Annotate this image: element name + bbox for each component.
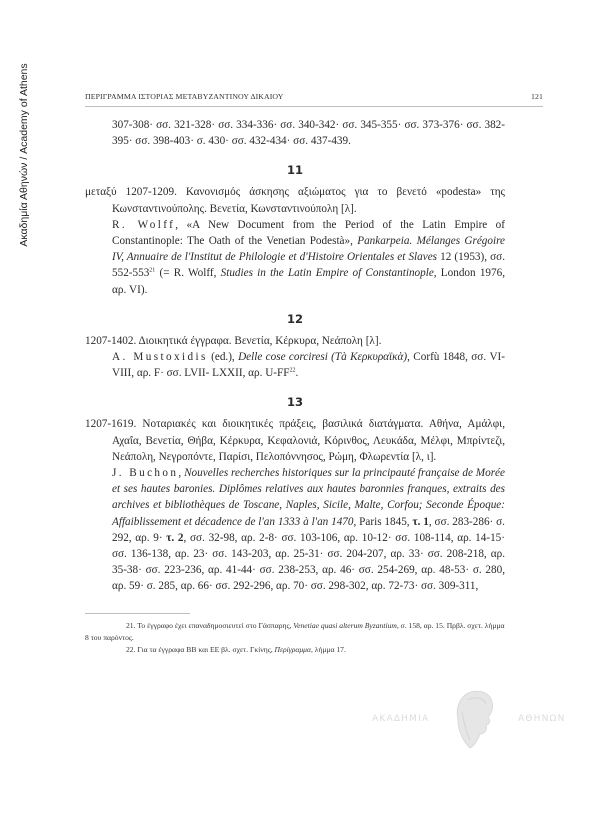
ref-author: J. Buchon xyxy=(112,467,179,480)
ref-text: , σσ. 32-98, αρ. 2-8· σσ. 103-106, αρ. 10-12· σσ. 108-114, αρ. 14-15· σσ. 136-138, αρ. 23· σσ. 143-203, αρ. 25-31· σσ. 204-207, αρ. 33· σσ. 208-218, αρ. 35-38· σσ. 223-236, αρ. 41-44· σσ. 238-253, αρ. 46· σσ. 254-269, αρ. 48-53· σ. 280, αρ. 59· σ. 285, αρ. 66· σσ. 292-296, αρ. 70· σσ. 298-302, αρ. 72-73· σσ. 309-311, xyxy=(112,531,505,593)
entry-heading: 1207-1619. Νοταριακές και διοικητικές πράξεις, βασιλικά διατάγματα. Αθήνα, Αμάλφι, Αχαΐα, Βενετία, Θήβα, Κέρκυρα, Κεφαλονιά, Κόρινθος, Λευκάδα, Μέλφι, Μπρίντεζι, Νεάπολη, Νεγροπόντε, Παρίσι, Πελοπόννησος, Ρώμη, Φλωρεντία [λ, ι]. xyxy=(85,418,505,463)
entry-reference xyxy=(85,465,505,595)
entry-13 xyxy=(85,395,505,594)
entry-number: 11 xyxy=(286,163,303,178)
page-number: 121 xyxy=(531,92,543,101)
footnote-text: Το έγγραφο έχει επαναδημοσιευτεί στο Γάσπαρης, xyxy=(135,620,294,630)
footnote-number: 21. xyxy=(126,620,136,630)
entry-number: 12 xyxy=(286,311,303,326)
ref-text: , Paris 1845, xyxy=(353,515,413,528)
entry-reference xyxy=(85,217,505,298)
ref-italic-title: Pankarpeia. Mélanges Grégoire IV, Annuaire de l'Institut de Philologie et d'Histoire Orientales et Slaves xyxy=(112,235,506,264)
footnote-italic: Venetiae quasi alterum Byzantium xyxy=(293,620,397,630)
ref-author: A. Mustoxidis xyxy=(112,351,208,364)
ref-italic-title: Delle cose corciresi (Tà Κερκυραϊκὰ) xyxy=(238,351,408,364)
ref-text: 12 (1953), σσ. 552-553 xyxy=(112,251,505,280)
ref-volume: τ. 1 xyxy=(412,515,429,528)
footnote-text: , σ. 158, αρ. 15. Πρβλ. σχετ. λήμμα 8 του παρόντος. xyxy=(85,620,505,642)
page-body xyxy=(85,117,505,595)
footnote-italic: Περίγραμμα xyxy=(274,644,311,654)
logo-word-right: ΑΘΗΝΩΝ xyxy=(518,713,566,724)
logo-word-left: ΑΚΑΔΗΜΙΑ xyxy=(372,713,430,724)
ref-text: , σσ. 283-286· σ. 292, αρ. 9· xyxy=(112,515,505,544)
running-head-title: ΠΕΡΙΓΡΑΜΜΑ ΙΣΤΟΡΙΑΣ ΜΕΤΑΒΥΖΑΝΤΙΝΟΥ ΔΙΚΑΙΟΥ xyxy=(85,92,284,101)
entry-12 xyxy=(85,312,505,382)
entry-11 xyxy=(85,163,505,297)
footnote-text: Για τα έγγραφα BB και EE βλ. σχετ. Γκίνης, xyxy=(135,644,275,654)
entry-heading: 1207-1402. Διοικητικά έγγραφα. Βενετία, Κέρκυρα, Νεάπολη [λ]. xyxy=(85,334,382,347)
entry-heading: μεταξύ 1207-1209. Κανονισμός άσκησης αξιώματος για το βενετό «podesta» της Κωνσταντινούπολης. Βενετία, Κωνσταντινούπολη [λ]. xyxy=(85,186,505,215)
ref-text: , Corfù 1848, σσ. VI-VIII, αρ. F· σσ. LVII- LXXII, αρ. U-FF xyxy=(112,351,505,380)
ref-text: , xyxy=(178,467,185,480)
ref-text: (= R. Wolff, xyxy=(155,267,221,280)
ref-volume: τ. 2 xyxy=(166,531,184,544)
footnote-text: , λήμμα 17. xyxy=(310,644,346,654)
athena-head-icon xyxy=(450,688,500,750)
footnote-21 xyxy=(85,620,505,644)
footnotes xyxy=(85,620,505,656)
entry-number: 13 xyxy=(286,395,303,410)
page-column xyxy=(85,0,566,776)
ref-text: (ed.), xyxy=(207,351,239,364)
entry-reference xyxy=(85,349,505,381)
footnote-marker[interactable]: 21 xyxy=(149,267,156,274)
ref-text: , «A New Document from the Period of the Latin Empire of Constantinople: The Oath of the Venetian Podestà», xyxy=(112,218,505,248)
footnote-number: 22. xyxy=(126,644,136,654)
footnote-22 xyxy=(85,644,505,656)
ref-author: R. Wolff xyxy=(112,218,176,231)
footnote-marker[interactable]: 22 xyxy=(289,367,296,374)
side-watermark-text: Ακαδημία Αθηνών / Academy of Athens xyxy=(18,63,30,247)
ref-text: . xyxy=(295,367,299,380)
ref-italic-title: Nouvelles recherches historiques sur la principauté française de Morée et ses hautes baronies. Diplômes relatives aux hautes baronnies franques, extraits des archives et bibliothèques de Toscane, Naples, Sicile, Malte, Corfou; Seconde Époque: Affaiblissement et décadence de l'an 1333 à l'an 1470 xyxy=(112,467,505,528)
continuation-paragraph: 307-308· σσ. 321-328· σσ. 334-336· σσ. 340-342· σσ. 345-355· σσ. 373-376· σσ. 382-395· σσ. 398-403· σ. 430· σσ. 432-434· σσ. 437-439. xyxy=(112,119,505,148)
ref-italic-title: Studies in the Latin Empire of Constantinople xyxy=(220,267,434,280)
running-head xyxy=(85,90,543,107)
side-watermark xyxy=(14,40,34,270)
ref-text: , London 1976, αρ. VI). xyxy=(112,267,505,296)
academy-logo-watermark xyxy=(372,686,572,756)
footnote-rule xyxy=(85,613,190,614)
